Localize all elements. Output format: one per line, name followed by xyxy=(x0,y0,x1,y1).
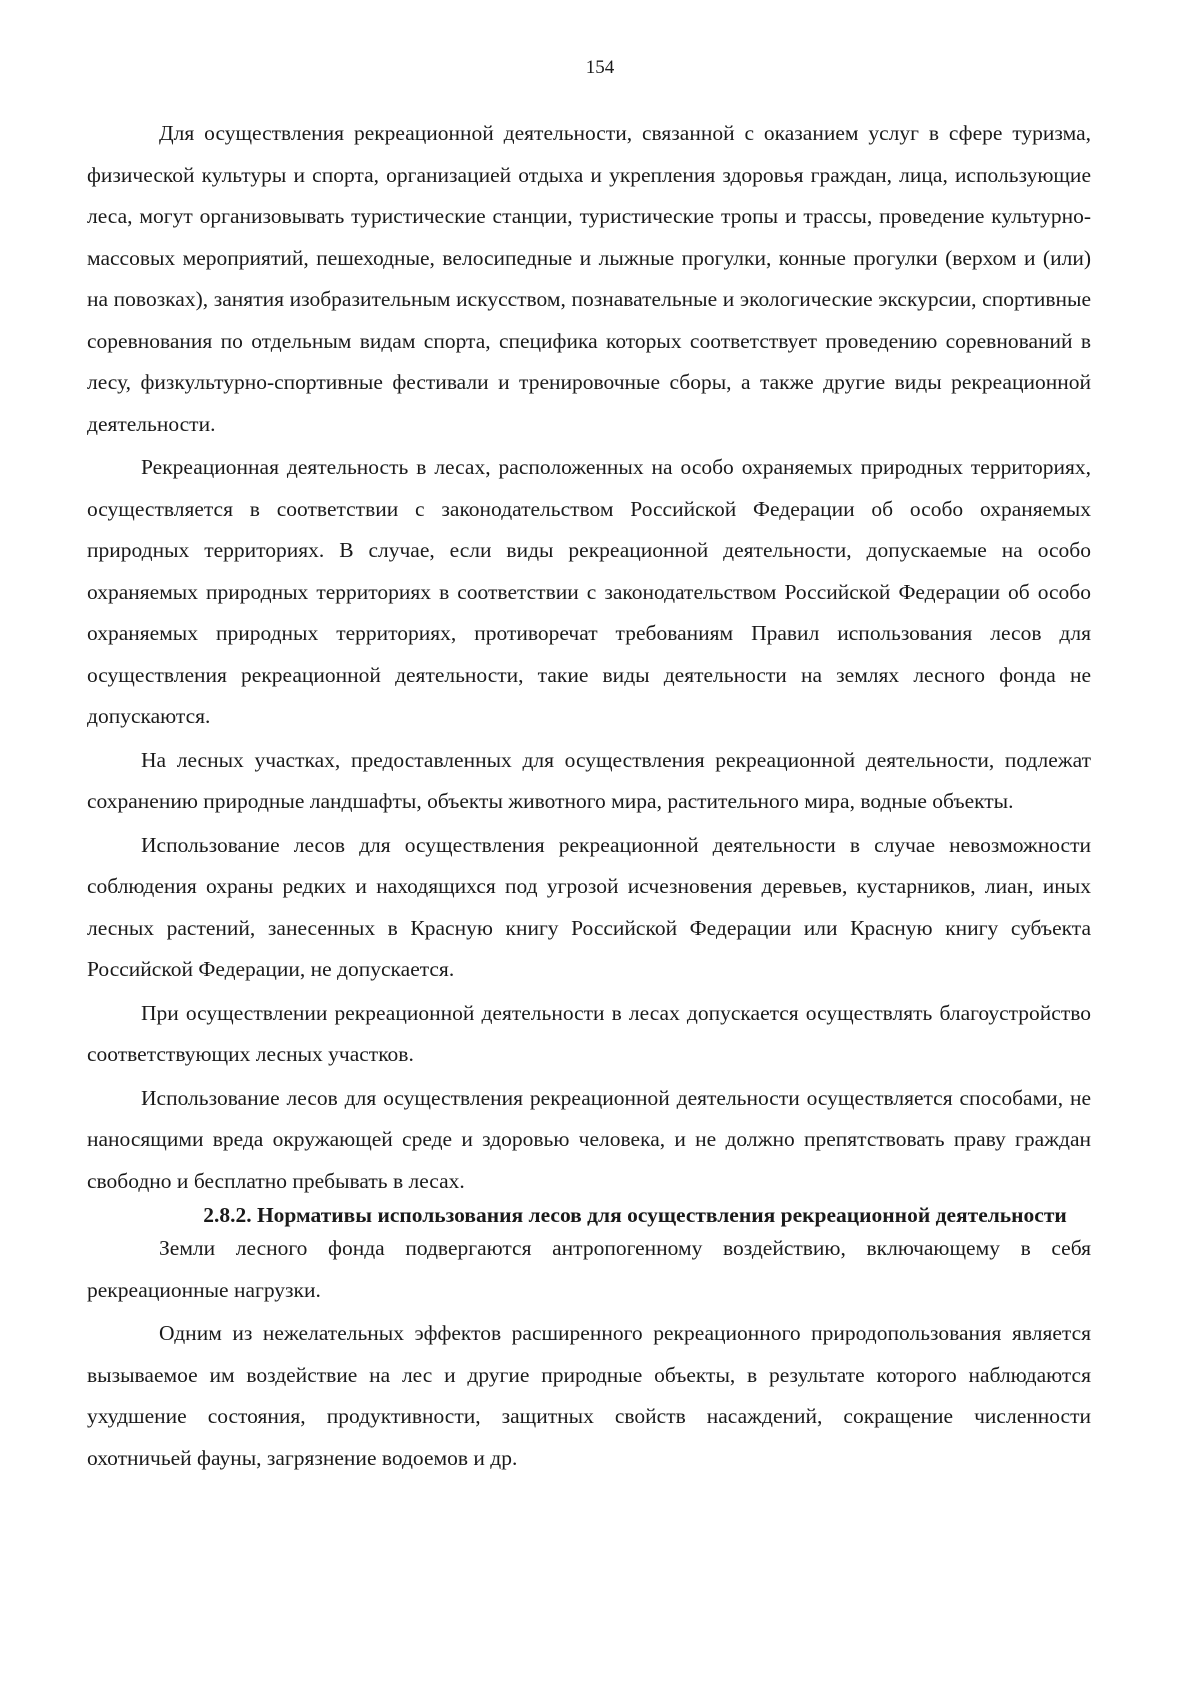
section-heading: 2.8.2. Нормативы использования лесов для осуществления рекреационной деятельности xyxy=(203,1203,1067,1227)
page-body xyxy=(87,113,1091,1479)
paragraph-anthropogenic-impact: Земли лесного фонда подвергаются антропогенному воздействию, включающему в себя рекреационные нагрузки. xyxy=(87,1236,1091,1302)
paragraph-recreation-activities: Для осуществления рекреационной деятельности, связанной с оказанием услуг в сфере туризма, физической культуры и спорта, организацией отдыха и укрепления здоровья граждан, лица, использующие леса, могут организовывать туристические станции, туристические тропы и трассы, проведение культурно-массовых мероприятий, пешеходные, велосипедные и лыжные прогулки, конные прогулки (верхом и (или) на повозках), занятия изобразительным искусством, познавательные и экологические экскурсии, спортивные соревнования по отдельным видам спорта, специфика которых соответствует проведению соревнований в лесу, физкультурно-спортивные фестивали и тренировочные сборы, а также другие виды рекреационной деятельности. xyxy=(87,121,1091,436)
paragraph-red-book-restriction: Использование лесов для осуществления рекреационной деятельности в случае невозможности соблюдения охраны редких и находящихся под угрозой исчезновения деревьев, кустарников, лиан, иных лесных растений, занесенных в Красную книгу Российской Федерации или Красную книгу субъекта Российской Федерации, не допускается. xyxy=(87,832,1091,981)
section-body xyxy=(87,1228,1091,1479)
paragraph-land-improvement: При осуществлении рекреационной деятельности в лесах допускается осуществлять благоустройство соответствующих лесных участков. xyxy=(87,1000,1091,1066)
page-number: 154 xyxy=(585,57,615,78)
paragraph-undesirable-effects: Одним из нежелательных эффектов расширенного рекреационного природопользования является вызываемое им воздействие на лес и другие природные объекты, в результате которого наблюдаются ухудшение состояния, продуктивности, защитных свойств насаждений, сокращение численности охотничьей фауны, загрязнение водоемов и др. xyxy=(87,1321,1091,1470)
paragraph-harmless-methods: Использование лесов для осуществления рекреационной деятельности осуществляется способами, не наносящими вреда окружающей среде и здоровью человека, и не должно препятствовать праву граждан свободно и бесплатно пребывать в лесах. xyxy=(87,1085,1091,1193)
paragraph-protected-territories: Рекреационная деятельность в лесах, расположенных на особо охраняемых природных территориях, осуществляется в соответствии с законодательством Российской Федерации об особо охраняемых природных территориях. В случае, если виды рекреационной деятельности, допускаемые на особо охраняемых природных территориях в соответствии с законодательством Российской Федерации об особо охраняемых природных территориях, противоречат требованиям Правил использования лесов для осуществления рекреационной деятельности, такие виды деятельности на землях лесного фонда не допускаются. xyxy=(87,455,1091,728)
paragraph-landscape-preservation: На лесных участках, предоставленных для осуществления рекреационной деятельности, подлежат сохранению природные ландшафты, объекты животного мира, растительного мира, водные объекты. xyxy=(87,747,1091,813)
